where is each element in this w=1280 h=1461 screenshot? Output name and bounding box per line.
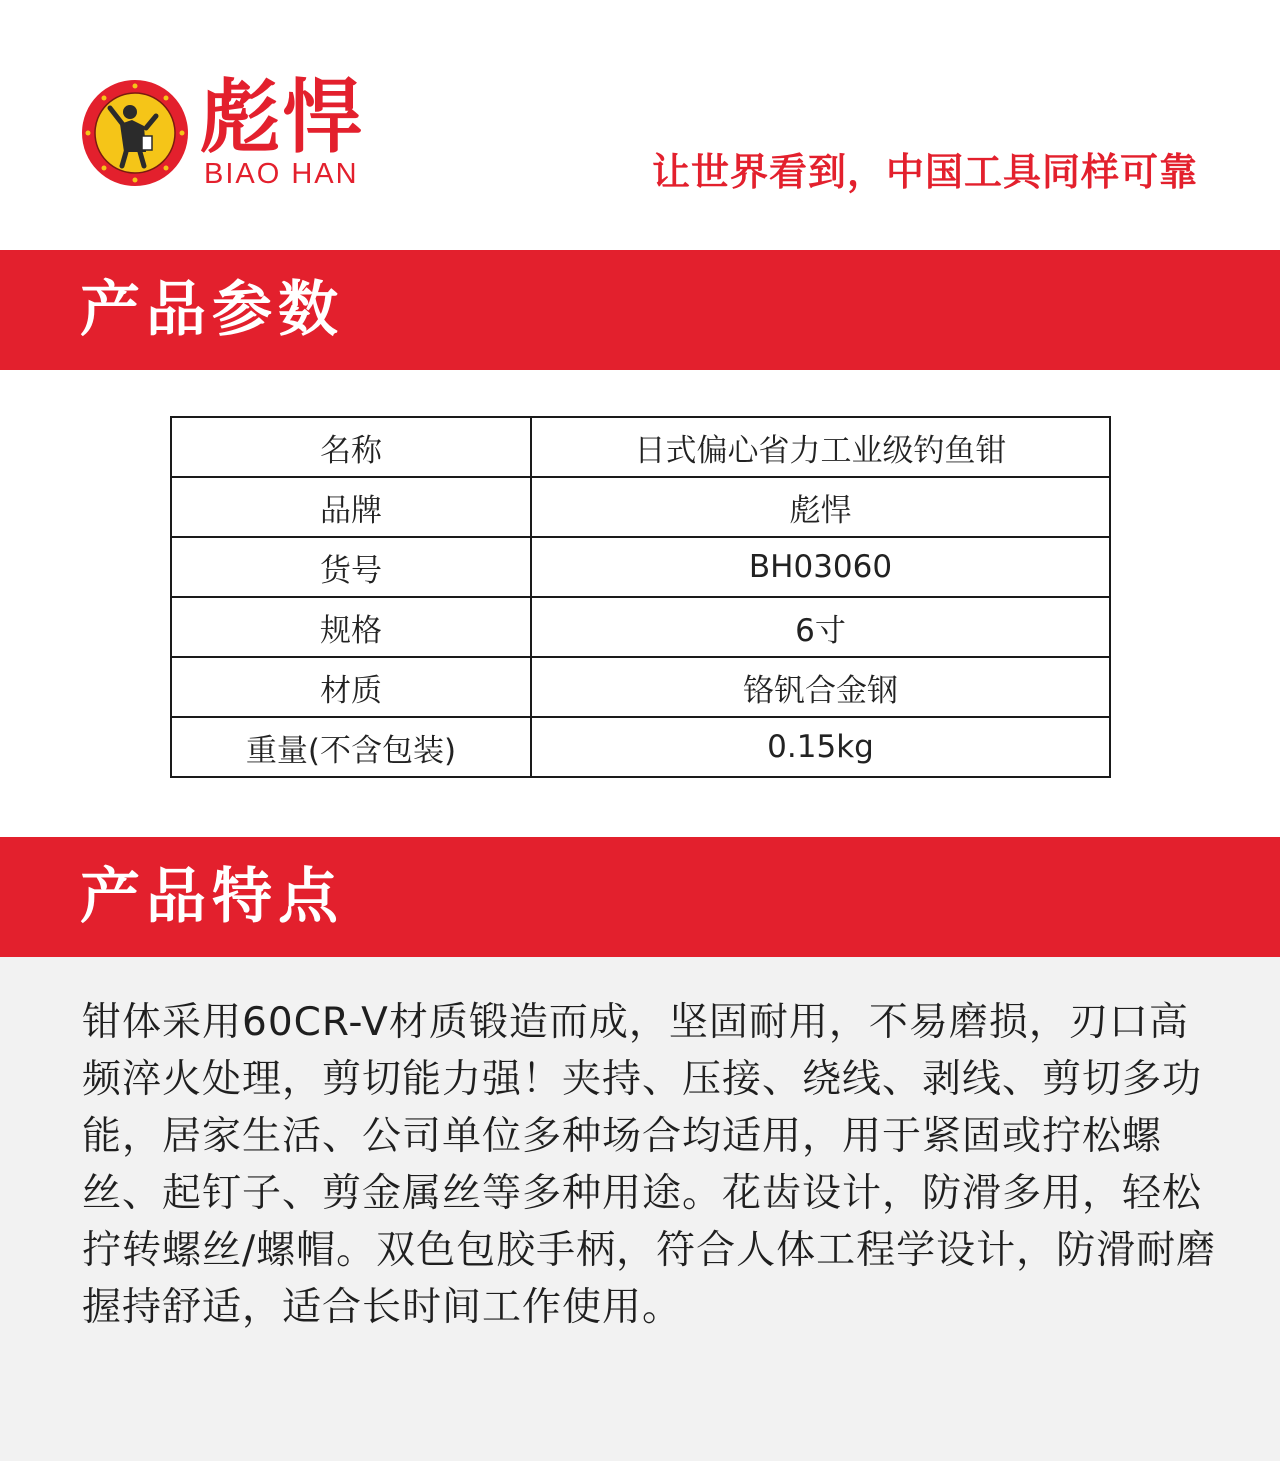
params-section-title: 产品参数 (80, 275, 344, 345)
spec-value: 0.15kg (531, 717, 1110, 777)
params-section-header (0, 250, 1280, 370)
spec-key: 货号 (171, 537, 531, 597)
spec-key: 名称 (171, 417, 531, 477)
spec-key: 重量(不含包装) (171, 717, 531, 777)
table-row (171, 597, 1110, 657)
brand-emblem-icon (80, 78, 190, 188)
table-row (171, 657, 1110, 717)
spec-key: 规格 (171, 597, 531, 657)
spec-value: 铬钒合金钢 (531, 657, 1110, 717)
table-row (171, 537, 1110, 597)
brand-name-en: BIAO HAN (204, 158, 359, 190)
spec-value: 日式偏心省力工业级钓鱼钳 (531, 417, 1110, 477)
brand-name-cn: 彪悍 (200, 70, 364, 164)
table-row (171, 417, 1110, 477)
table-row (171, 477, 1110, 537)
table-row (171, 717, 1110, 777)
spec-value: 彪悍 (531, 477, 1110, 537)
header (0, 0, 1280, 250)
features-section-title: 产品特点 (80, 862, 344, 932)
spec-key: 品牌 (171, 477, 531, 537)
spec-value: 6寸 (531, 597, 1110, 657)
features-section-header (0, 837, 1280, 957)
spec-key: 材质 (171, 657, 531, 717)
features-description: 钳体采用60CR-V材质锻造而成，坚固耐用，不易磨损，刃口高频淬火处理，剪切能力强！夹持、压接、绕线、剥线、剪切多功能，居家生活、公司单位多种场合均适用，用于紧固或拧松螺丝、起钉子、剪金属丝等多种用途。花齿设计，防滑多用，轻松拧转螺丝/螺帽。双色包胶手柄，符合人体工程学设计，防滑耐磨握持舒适，适合长时间工作使用。 (82, 1000, 1217, 1330)
spec-value: BH03060 (531, 537, 1110, 597)
brand-slogan: 让世界看到，中国工具同样可靠 (651, 150, 1198, 194)
spec-table (170, 416, 1111, 778)
